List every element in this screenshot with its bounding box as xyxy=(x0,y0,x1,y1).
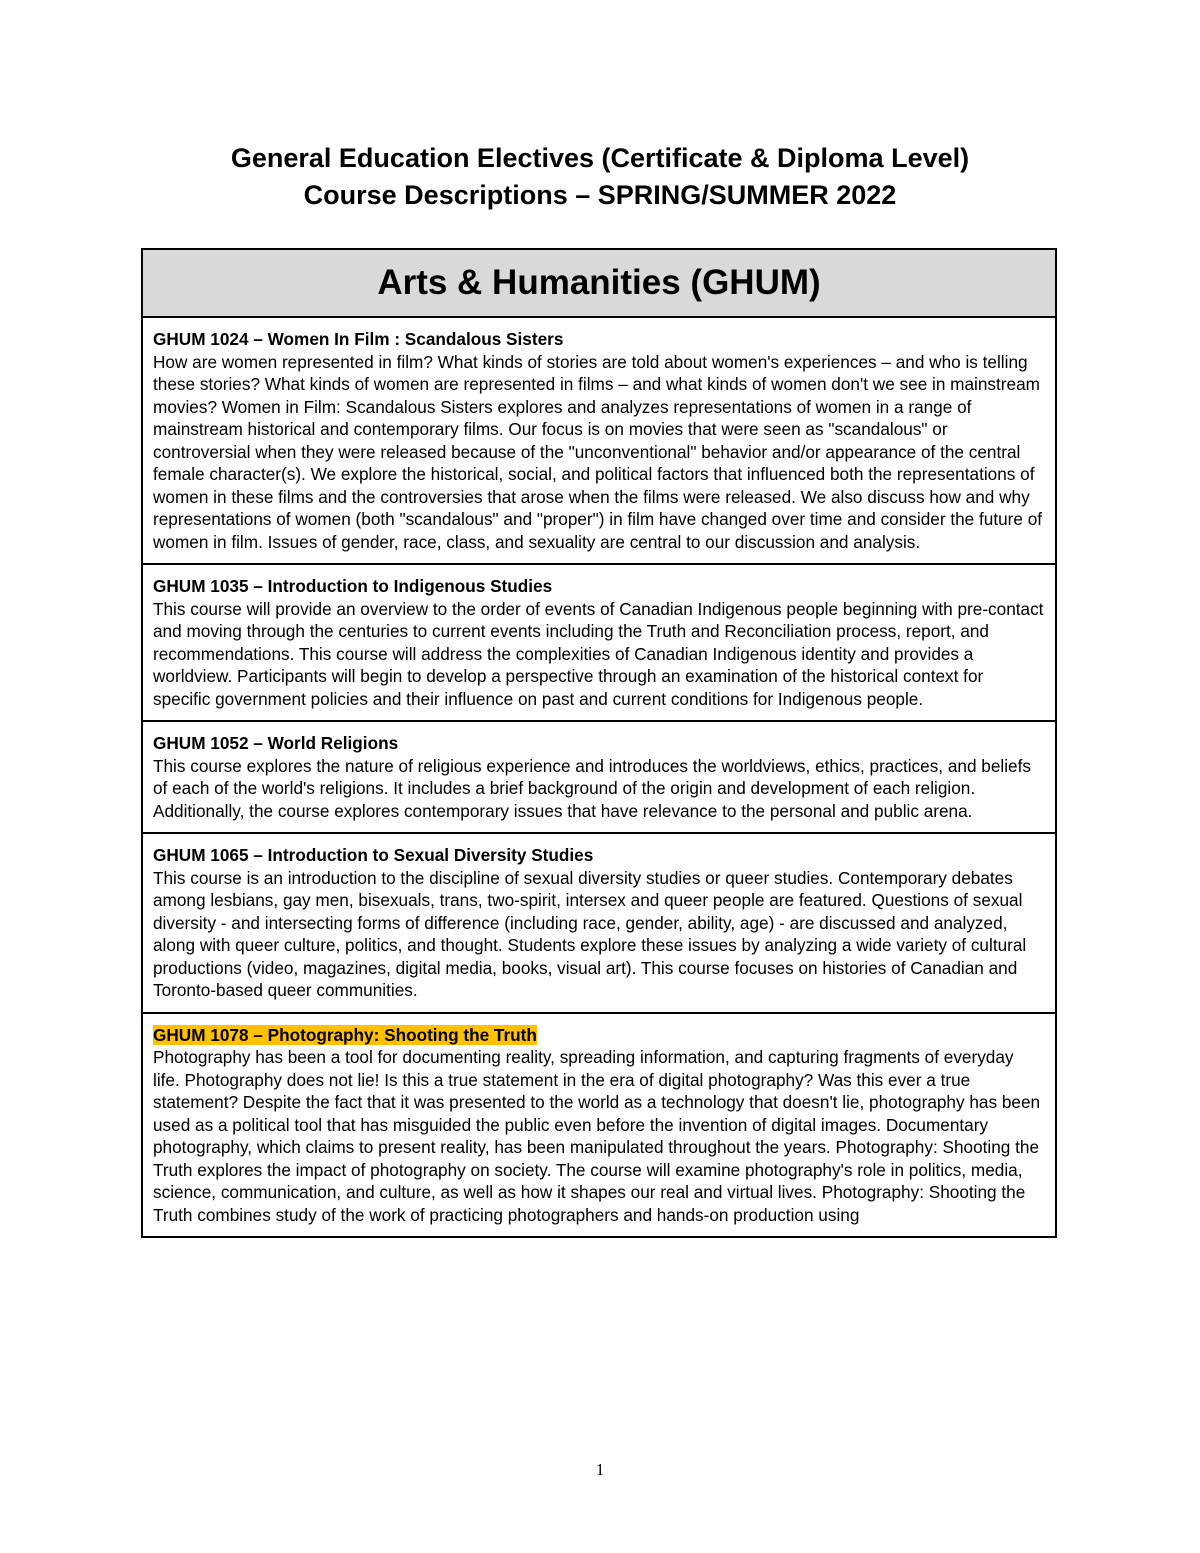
course-description: This course is an introduction to the discipline of sexual diversity studies or queer studies. Contemporary debates among lesbians, gay men, bisexuals, trans, two-spirit, intersex and queer people are featured. Questions of sexual diversity - and intersecting forms of difference (including race, gender, ability, age) - are discussed and analyzed, along with queer culture, politics, and thought. Students explore these issues by analyzing a wide variety of cultural productions (video, magazines, digital media, books, visual art). This course focuses on histories of Canadian and Toronto-based queer communities. xyxy=(153,867,1027,1000)
course-row xyxy=(143,318,1055,565)
course-heading-highlighted: GHUM 1078 – Photography: Shooting the Truth xyxy=(153,1024,537,1045)
course-heading: GHUM 1024 – Women In Film : Scandalous Sisters xyxy=(153,329,564,349)
document-title xyxy=(0,140,1200,214)
course-row xyxy=(143,722,1055,834)
page-number: 1 xyxy=(595,1460,605,1479)
course-description: This course will provide an overview to the order of events of Canadian Indigenous people beginning with pre-contact and moving through the centuries to current events including the Truth and Reconciliation process, report, and recommendations. This course will address the complexities of Canadian Indigenous identity and provides a worldview. Participants will begin to develop a perspective through an examination of the historical context for specific government policies and their influence on past and current conditions for Indigenous people. xyxy=(153,598,1044,709)
section-header: Arts & Humanities (GHUM) xyxy=(143,250,1055,318)
course-heading: GHUM 1052 – World Religions xyxy=(153,733,399,753)
course-description: Photography has been a tool for documenting reality, spreading information, and capturing fragments of everyday life. Photography does not lie! Is this a true statement in the era of digital photography? Was this ever a true statement? Despite the fact that it was presented to the world as a technology that doesn't lie, photography has been used as a political tool that has misguided the public even before the invention of digital images. Documentary photography, which claims to present reality, has been manipulated throughout the years. Photography: Shooting the Truth explores the impact of photography on society. The course will examine photography's role in politics, media, science, communication, and culture, as well as how it shapes our real and virtual lives. Photography: Shooting the Truth combines study of the work of practicing photographers and hands-on production using xyxy=(153,1047,1041,1225)
course-description: This course explores the nature of religious experience and introduces the worldviews, ethics, practices, and beliefs of each of the world's religions. It includes a brief background of the origin and development of each religion. Additionally, the course explores contemporary issues that have relevance to the personal and public arena. xyxy=(153,755,1031,821)
course-row xyxy=(143,834,1055,1014)
course-description: How are women represented in film? What kinds of stories are told about women's experiences – and who is telling these stories? What kinds of women are represented in films – and what kinds of women don't we see in mainstream movies? Women in Film: Scandalous Sisters explores and analyzes representations of women in a range of mainstream historical and contemporary films. Our focus is on movies that were seen as "scandalous" or controversial when they were released because of the "unconventional" behavior and/or appearance of the central female character(s). We explore the historical, social, and political factors that influenced both the representations of women in these films and the controversies that arose when the films were released. We also discuss how and why representations of women (both "scandalous" and "proper") in film have changed over time and consider the future of women in film. Issues of gender, race, class, and sexuality are central to our discussion and analysis. xyxy=(153,351,1043,552)
document-title-line-1: General Education Electives (Certificate & Diploma Level) xyxy=(230,143,970,173)
course-row xyxy=(143,565,1055,722)
course-table xyxy=(141,248,1057,1238)
course-heading: GHUM 1035 – Introduction to Indigenous Studies xyxy=(153,576,553,596)
course-heading: GHUM 1065 – Introduction to Sexual Diversity Studies xyxy=(153,845,594,865)
course-row xyxy=(143,1014,1055,1237)
document-title-line-2: Course Descriptions – SPRING/SUMMER 2022 xyxy=(303,180,897,210)
